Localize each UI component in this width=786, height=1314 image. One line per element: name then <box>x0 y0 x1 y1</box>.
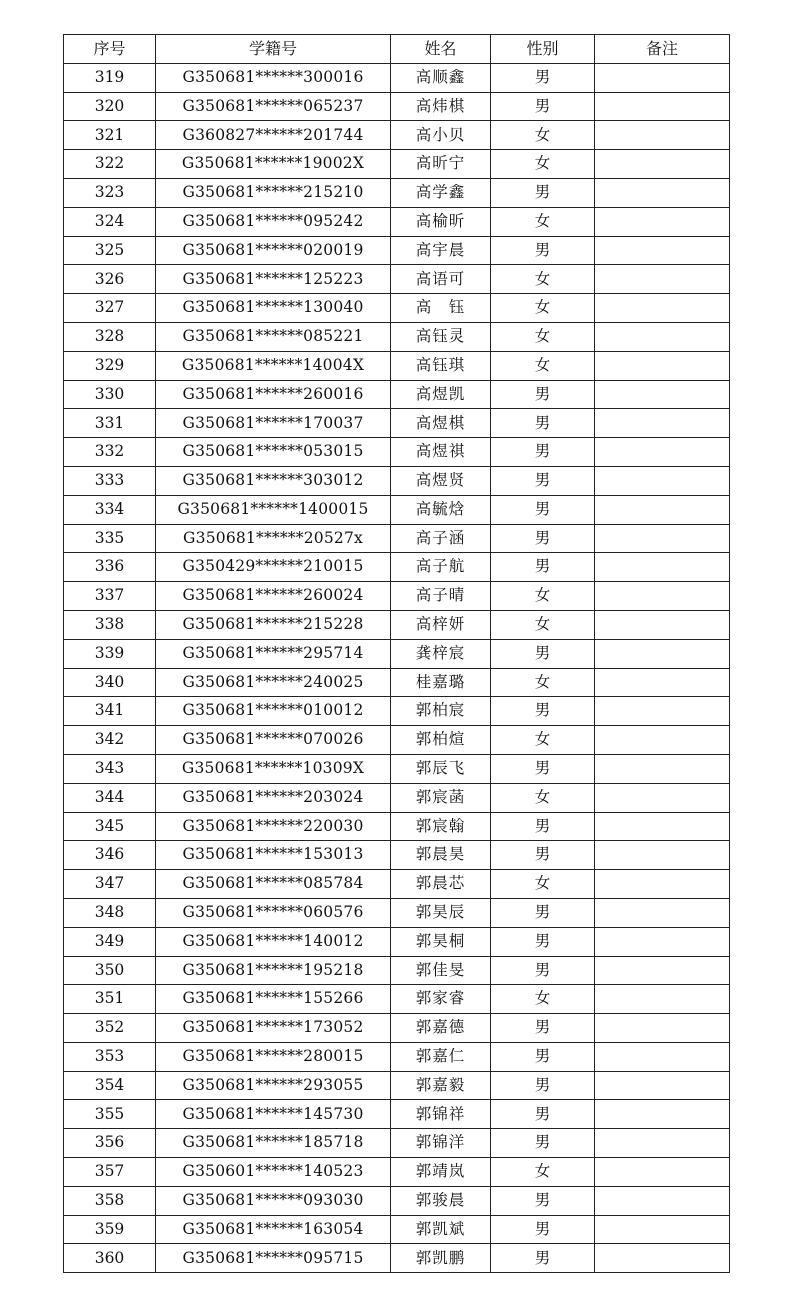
cell-gender: 女 <box>491 322 595 351</box>
table-row <box>64 956 730 985</box>
cell-gender: 男 <box>491 812 595 841</box>
cell-gender: 男 <box>491 1215 595 1244</box>
cell-remarks <box>595 582 730 611</box>
cell-name: 高 钰 <box>391 294 491 323</box>
cell-gender: 女 <box>491 265 595 294</box>
cell-gender: 男 <box>491 1100 595 1129</box>
table-row <box>64 553 730 582</box>
table-row <box>64 294 730 323</box>
header-serial-number: 序号 <box>64 35 156 64</box>
cell-gender: 男 <box>491 1014 595 1043</box>
cell-serial-number: 323 <box>64 178 156 207</box>
cell-gender: 男 <box>491 1244 595 1273</box>
cell-remarks <box>595 322 730 351</box>
cell-gender: 女 <box>491 121 595 150</box>
cell-gender: 女 <box>491 610 595 639</box>
table-row <box>64 927 730 956</box>
cell-name: 高煜祺 <box>391 438 491 467</box>
table-row <box>64 1129 730 1158</box>
cell-serial-number: 353 <box>64 1042 156 1071</box>
cell-gender: 男 <box>491 1186 595 1215</box>
cell-gender: 女 <box>491 726 595 755</box>
cell-name: 郭柏宸 <box>391 697 491 726</box>
cell-name: 高顺鑫 <box>391 63 491 92</box>
cell-remarks <box>595 63 730 92</box>
table-row <box>64 178 730 207</box>
student-roster-sheet <box>63 34 730 1273</box>
cell-remarks <box>595 1158 730 1187</box>
cell-name: 高梓妍 <box>391 610 491 639</box>
cell-name: 郭宸菡 <box>391 783 491 812</box>
cell-gender: 女 <box>491 294 595 323</box>
cell-student-id: G350681******085784 <box>156 870 391 899</box>
cell-gender: 男 <box>491 898 595 927</box>
cell-remarks <box>595 1042 730 1071</box>
cell-serial-number: 351 <box>64 985 156 1014</box>
cell-name: 高毓焓 <box>391 495 491 524</box>
cell-name: 高子航 <box>391 553 491 582</box>
cell-student-id: G350681******085221 <box>156 322 391 351</box>
cell-remarks <box>595 610 730 639</box>
cell-student-id: G350681******170037 <box>156 409 391 438</box>
cell-remarks <box>595 265 730 294</box>
table-row <box>64 322 730 351</box>
cell-serial-number: 332 <box>64 438 156 467</box>
cell-name: 郭晨昊 <box>391 841 491 870</box>
cell-serial-number: 321 <box>64 121 156 150</box>
table-row <box>64 121 730 150</box>
cell-student-id: G350681******20527x <box>156 524 391 553</box>
cell-name: 郭锦祥 <box>391 1100 491 1129</box>
table-row <box>64 1042 730 1071</box>
cell-remarks <box>595 812 730 841</box>
cell-name: 高子涵 <box>391 524 491 553</box>
cell-serial-number: 336 <box>64 553 156 582</box>
cell-student-id: G350681******010012 <box>156 697 391 726</box>
cell-gender: 女 <box>491 1158 595 1187</box>
cell-name: 桂嘉璐 <box>391 668 491 697</box>
cell-student-id: G350681******14004X <box>156 351 391 380</box>
cell-remarks <box>595 121 730 150</box>
table-row <box>64 812 730 841</box>
cell-gender: 女 <box>491 870 595 899</box>
cell-student-id: G350681******215210 <box>156 178 391 207</box>
cell-remarks <box>595 380 730 409</box>
cell-gender: 男 <box>491 380 595 409</box>
cell-student-id: G350681******195218 <box>156 956 391 985</box>
cell-name: 郭昊桐 <box>391 927 491 956</box>
table-row <box>64 1100 730 1129</box>
table-row <box>64 1158 730 1187</box>
cell-remarks <box>595 553 730 582</box>
cell-remarks <box>595 1100 730 1129</box>
cell-gender: 男 <box>491 841 595 870</box>
table-row <box>64 495 730 524</box>
cell-gender: 男 <box>491 409 595 438</box>
cell-serial-number: 348 <box>64 898 156 927</box>
cell-remarks <box>595 351 730 380</box>
cell-name: 郭骏晨 <box>391 1186 491 1215</box>
cell-gender: 男 <box>491 927 595 956</box>
cell-serial-number: 340 <box>64 668 156 697</box>
cell-serial-number: 357 <box>64 1158 156 1187</box>
cell-remarks <box>595 207 730 236</box>
cell-student-id: G350681******155266 <box>156 985 391 1014</box>
cell-remarks <box>595 841 730 870</box>
cell-remarks <box>595 1186 730 1215</box>
cell-remarks <box>595 985 730 1014</box>
cell-serial-number: 324 <box>64 207 156 236</box>
cell-student-id: G350681******145730 <box>156 1100 391 1129</box>
cell-remarks <box>595 898 730 927</box>
table-row <box>64 380 730 409</box>
cell-serial-number: 349 <box>64 927 156 956</box>
table-row <box>64 409 730 438</box>
cell-gender: 女 <box>491 351 595 380</box>
cell-name: 高煜凯 <box>391 380 491 409</box>
table-row <box>64 63 730 92</box>
cell-student-id: G350681******060576 <box>156 898 391 927</box>
cell-student-id: G350681******095242 <box>156 207 391 236</box>
cell-student-id: G350681******293055 <box>156 1071 391 1100</box>
cell-gender: 男 <box>491 495 595 524</box>
cell-remarks <box>595 438 730 467</box>
cell-serial-number: 360 <box>64 1244 156 1273</box>
cell-student-id: G350681******153013 <box>156 841 391 870</box>
cell-gender: 男 <box>491 639 595 668</box>
cell-student-id: G350681******19002X <box>156 150 391 179</box>
cell-remarks <box>595 236 730 265</box>
cell-student-id: G350681******095715 <box>156 1244 391 1273</box>
cell-student-id: G350601******140523 <box>156 1158 391 1187</box>
cell-serial-number: 329 <box>64 351 156 380</box>
cell-student-id: G350681******065237 <box>156 92 391 121</box>
cell-name: 郭辰飞 <box>391 754 491 783</box>
table-row <box>64 1071 730 1100</box>
cell-gender: 女 <box>491 150 595 179</box>
cell-name: 郭昊辰 <box>391 898 491 927</box>
cell-gender: 男 <box>491 178 595 207</box>
table-row <box>64 726 730 755</box>
cell-remarks <box>595 956 730 985</box>
student-roster-table <box>63 34 730 1273</box>
cell-name: 郭宸翰 <box>391 812 491 841</box>
cell-serial-number: 341 <box>64 697 156 726</box>
cell-name: 高学鑫 <box>391 178 491 207</box>
cell-student-id: G350681******125223 <box>156 265 391 294</box>
cell-remarks <box>595 294 730 323</box>
cell-remarks <box>595 927 730 956</box>
cell-serial-number: 356 <box>64 1129 156 1158</box>
cell-name: 龚梓宸 <box>391 639 491 668</box>
cell-gender: 男 <box>491 524 595 553</box>
cell-student-id: G350681******163054 <box>156 1215 391 1244</box>
cell-student-id: G350681******1400015 <box>156 495 391 524</box>
cell-serial-number: 346 <box>64 841 156 870</box>
cell-remarks <box>595 754 730 783</box>
cell-name: 高子晴 <box>391 582 491 611</box>
cell-gender: 男 <box>491 1071 595 1100</box>
cell-name: 高小贝 <box>391 121 491 150</box>
cell-name: 郭锦洋 <box>391 1129 491 1158</box>
cell-student-id: G350681******220030 <box>156 812 391 841</box>
cell-serial-number: 322 <box>64 150 156 179</box>
cell-student-id: G350681******300016 <box>156 63 391 92</box>
table-row <box>64 898 730 927</box>
cell-name: 郭嘉仁 <box>391 1042 491 1071</box>
cell-gender: 男 <box>491 956 595 985</box>
cell-student-id: G350681******10309X <box>156 754 391 783</box>
cell-remarks <box>595 639 730 668</box>
cell-serial-number: 350 <box>64 956 156 985</box>
cell-name: 郭柏煊 <box>391 726 491 755</box>
cell-name: 郭佳旻 <box>391 956 491 985</box>
cell-serial-number: 342 <box>64 726 156 755</box>
table-header-row <box>64 35 730 64</box>
cell-serial-number: 330 <box>64 380 156 409</box>
cell-name: 高宇晨 <box>391 236 491 265</box>
table-row <box>64 1244 730 1273</box>
cell-student-id: G360827******201744 <box>156 121 391 150</box>
cell-student-id: G350681******280015 <box>156 1042 391 1071</box>
table-row <box>64 697 730 726</box>
cell-student-id: G350429******210015 <box>156 553 391 582</box>
cell-name: 郭靖岚 <box>391 1158 491 1187</box>
table-row <box>64 985 730 1014</box>
cell-serial-number: 347 <box>64 870 156 899</box>
cell-serial-number: 352 <box>64 1014 156 1043</box>
table-row <box>64 582 730 611</box>
cell-remarks <box>595 178 730 207</box>
cell-gender: 男 <box>491 553 595 582</box>
table-row <box>64 150 730 179</box>
cell-remarks <box>595 495 730 524</box>
cell-name: 高昕宁 <box>391 150 491 179</box>
cell-student-id: G350681******303012 <box>156 466 391 495</box>
cell-remarks <box>595 524 730 553</box>
table-row <box>64 524 730 553</box>
cell-serial-number: 338 <box>64 610 156 639</box>
cell-serial-number: 335 <box>64 524 156 553</box>
cell-serial-number: 327 <box>64 294 156 323</box>
header-student-id: 学籍号 <box>156 35 391 64</box>
cell-student-id: G350681******173052 <box>156 1014 391 1043</box>
cell-student-id: G350681******185718 <box>156 1129 391 1158</box>
cell-remarks <box>595 1071 730 1100</box>
cell-serial-number: 334 <box>64 495 156 524</box>
cell-gender: 男 <box>491 466 595 495</box>
cell-student-id: G350681******260024 <box>156 582 391 611</box>
cell-serial-number: 331 <box>64 409 156 438</box>
cell-serial-number: 328 <box>64 322 156 351</box>
cell-gender: 男 <box>491 754 595 783</box>
cell-name: 郭家睿 <box>391 985 491 1014</box>
table-row <box>64 1215 730 1244</box>
cell-gender: 男 <box>491 697 595 726</box>
table-row <box>64 466 730 495</box>
cell-remarks <box>595 697 730 726</box>
table-row <box>64 870 730 899</box>
table-row <box>64 754 730 783</box>
cell-remarks <box>595 726 730 755</box>
cell-serial-number: 355 <box>64 1100 156 1129</box>
cell-serial-number: 339 <box>64 639 156 668</box>
table-row <box>64 841 730 870</box>
cell-name: 高煜贤 <box>391 466 491 495</box>
table-row <box>64 783 730 812</box>
table-row <box>64 351 730 380</box>
cell-name: 高钰琪 <box>391 351 491 380</box>
cell-name: 郭凯鹏 <box>391 1244 491 1273</box>
cell-name: 郭嘉毅 <box>391 1071 491 1100</box>
cell-remarks <box>595 409 730 438</box>
table-row <box>64 668 730 697</box>
table-row <box>64 1186 730 1215</box>
cell-student-id: G350681******215228 <box>156 610 391 639</box>
cell-student-id: G350681******130040 <box>156 294 391 323</box>
cell-serial-number: 359 <box>64 1215 156 1244</box>
cell-remarks <box>595 1129 730 1158</box>
cell-gender: 女 <box>491 207 595 236</box>
cell-gender: 女 <box>491 985 595 1014</box>
cell-serial-number: 343 <box>64 754 156 783</box>
cell-serial-number: 333 <box>64 466 156 495</box>
table-row <box>64 265 730 294</box>
table-row <box>64 236 730 265</box>
cell-serial-number: 319 <box>64 63 156 92</box>
cell-gender: 女 <box>491 668 595 697</box>
header-gender: 性别 <box>491 35 595 64</box>
cell-student-id: G350681******093030 <box>156 1186 391 1215</box>
cell-serial-number: 320 <box>64 92 156 121</box>
cell-gender: 男 <box>491 438 595 467</box>
cell-serial-number: 326 <box>64 265 156 294</box>
table-row <box>64 438 730 467</box>
cell-remarks <box>595 668 730 697</box>
cell-remarks <box>595 466 730 495</box>
cell-student-id: G350681******260016 <box>156 380 391 409</box>
cell-student-id: G350681******140012 <box>156 927 391 956</box>
cell-gender: 男 <box>491 92 595 121</box>
cell-remarks <box>595 150 730 179</box>
cell-name: 高煜棋 <box>391 409 491 438</box>
cell-gender: 女 <box>491 582 595 611</box>
table-row <box>64 1014 730 1043</box>
cell-serial-number: 325 <box>64 236 156 265</box>
cell-remarks <box>595 1244 730 1273</box>
cell-gender: 男 <box>491 1129 595 1158</box>
cell-student-id: G350681******070026 <box>156 726 391 755</box>
cell-name: 郭凯斌 <box>391 1215 491 1244</box>
cell-gender: 女 <box>491 783 595 812</box>
cell-gender: 男 <box>491 236 595 265</box>
cell-gender: 男 <box>491 1042 595 1071</box>
cell-name: 郭嘉德 <box>391 1014 491 1043</box>
cell-remarks <box>595 92 730 121</box>
cell-student-id: G350681******053015 <box>156 438 391 467</box>
table-body <box>64 63 730 1272</box>
table-row <box>64 207 730 236</box>
cell-student-id: G350681******295714 <box>156 639 391 668</box>
table-row <box>64 639 730 668</box>
cell-serial-number: 344 <box>64 783 156 812</box>
cell-serial-number: 345 <box>64 812 156 841</box>
cell-remarks <box>595 783 730 812</box>
cell-name: 郭晨芯 <box>391 870 491 899</box>
cell-student-id: G350681******240025 <box>156 668 391 697</box>
cell-remarks <box>595 870 730 899</box>
table-row <box>64 92 730 121</box>
header-remarks: 备注 <box>595 35 730 64</box>
header-name: 姓名 <box>391 35 491 64</box>
cell-serial-number: 337 <box>64 582 156 611</box>
cell-remarks <box>595 1014 730 1043</box>
cell-name: 高语可 <box>391 265 491 294</box>
cell-student-id: G350681******203024 <box>156 783 391 812</box>
cell-name: 高炜棋 <box>391 92 491 121</box>
cell-gender: 男 <box>491 63 595 92</box>
cell-name: 高榆昕 <box>391 207 491 236</box>
cell-student-id: G350681******020019 <box>156 236 391 265</box>
table-row <box>64 610 730 639</box>
cell-name: 高钰灵 <box>391 322 491 351</box>
cell-serial-number: 354 <box>64 1071 156 1100</box>
cell-serial-number: 358 <box>64 1186 156 1215</box>
cell-remarks <box>595 1215 730 1244</box>
